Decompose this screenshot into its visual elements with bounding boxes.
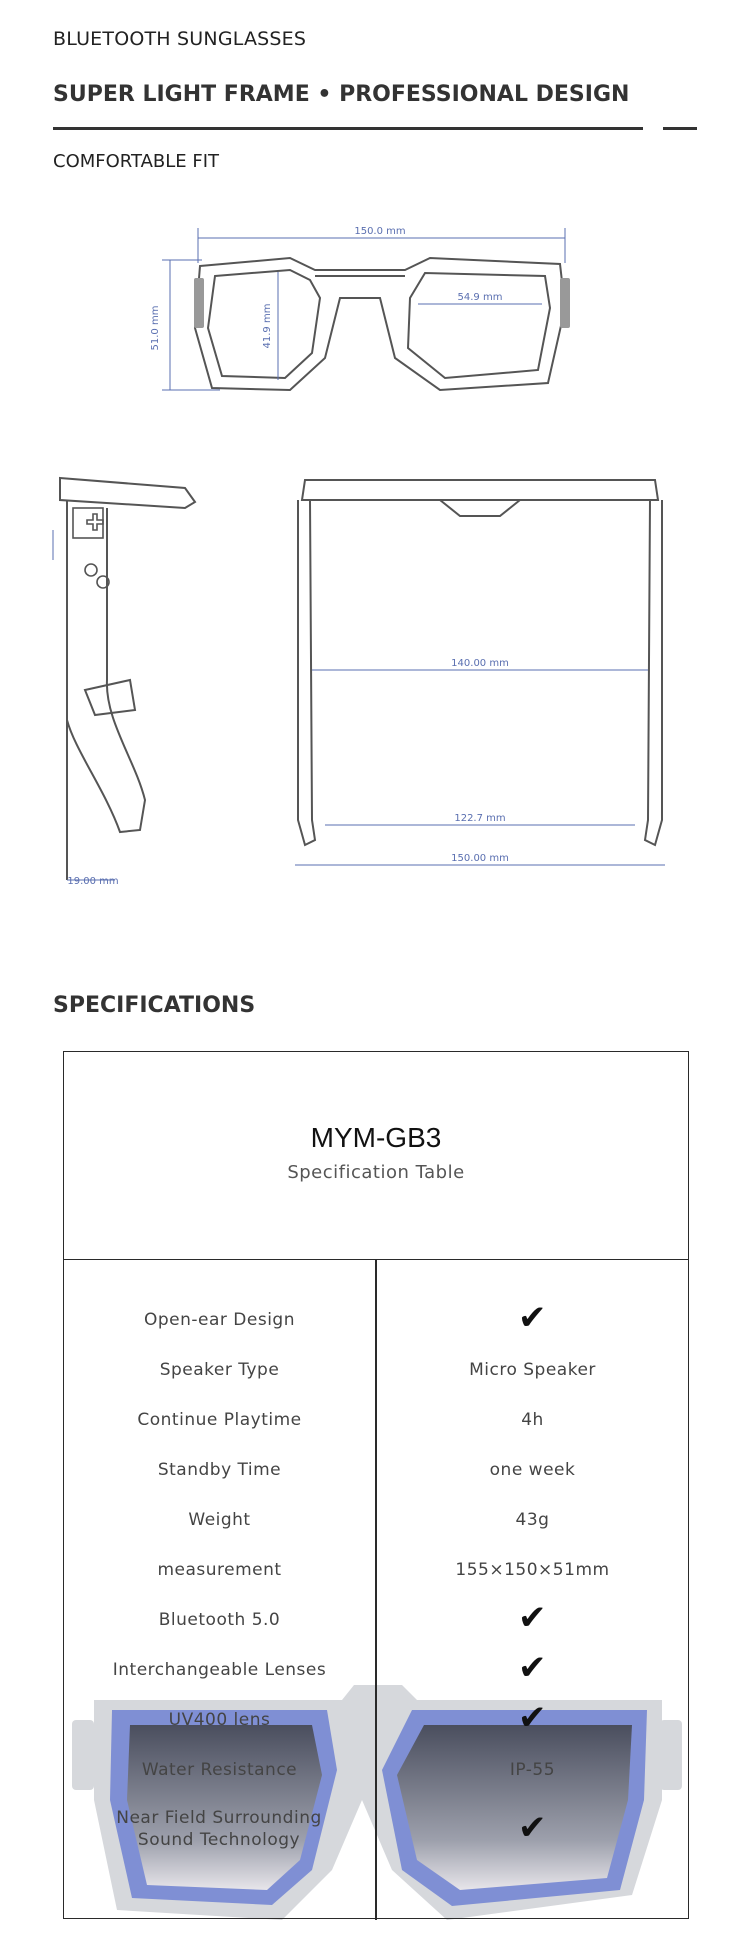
table-title-cell [64, 1052, 688, 1260]
table-row [64, 1807, 688, 1857]
spec-table [63, 1051, 689, 1919]
headline: SUPER LIGHT FRAME • PROFESSIONAL DESIGN [53, 82, 630, 107]
dim-outer-width: 150.00 mm [451, 853, 509, 864]
spec-value: 43g [515, 1510, 550, 1530]
spec-label: Bluetooth 5.0 [158, 1610, 281, 1630]
check-icon: ✔ [518, 1298, 547, 1338]
check-icon: ✔ [518, 1648, 547, 1688]
specifications-heading: SPECIFICATIONS [53, 993, 256, 1018]
spec-label: measurement [157, 1560, 282, 1580]
dim-inner-width: 140.00 mm [451, 658, 509, 669]
spec-label: UV400 lens [168, 1710, 271, 1730]
spec-label: Standby Time [157, 1460, 282, 1480]
brand-title: BLUETOOTH SUNGLASSES [53, 28, 307, 50]
table-row [64, 1459, 688, 1509]
table-row [64, 1509, 688, 1559]
check-icon: ✔ [518, 1598, 547, 1638]
spec-value: 155×150×51mm [455, 1560, 610, 1580]
dim-front-height: 51.0 mm [150, 305, 161, 351]
spec-value: IP-55 [509, 1760, 556, 1780]
dim-front-width: 150.0 mm [354, 226, 406, 237]
subheading: COMFORTABLE FIT [53, 151, 220, 172]
spec-label: Near Field Surrounding Sound Technology [116, 1808, 322, 1850]
spec-value: 4h [521, 1410, 544, 1430]
spec-label: Interchangeable Lenses [112, 1660, 327, 1680]
top-view-drawing [290, 460, 670, 880]
spec-label: Water Resistance [141, 1760, 298, 1780]
spec-label: Open-ear Design [143, 1310, 295, 1330]
dim-lens-width: 54.9 mm [457, 292, 503, 303]
spec-value: one week [489, 1460, 576, 1480]
spec-label: Weight [188, 1510, 251, 1530]
check-icon: ✔ [518, 1698, 547, 1738]
table-row [64, 1698, 688, 1759]
spec-value: Micro Speaker [469, 1360, 596, 1380]
side-view-drawing [45, 460, 205, 900]
divider [53, 127, 643, 130]
table-row [64, 1409, 688, 1459]
divider-short [663, 127, 697, 130]
spec-label: Continue Playtime [137, 1410, 302, 1430]
front-view-drawing [140, 208, 700, 398]
model-name: MYM-GB3 [310, 1122, 442, 1153]
check-icon: ✔ [518, 1808, 547, 1848]
dim-side-depth: 19.00 mm [67, 876, 119, 887]
table-subtitle: Specification Table [287, 1162, 465, 1183]
spec-label: Speaker Type [159, 1360, 280, 1380]
table-row [64, 1359, 688, 1409]
table-row [64, 1759, 688, 1809]
dim-lens-height: 41.9 mm [262, 303, 273, 349]
table-row [64, 1298, 688, 1359]
dim-tip-width: 122.7 mm [454, 813, 506, 824]
